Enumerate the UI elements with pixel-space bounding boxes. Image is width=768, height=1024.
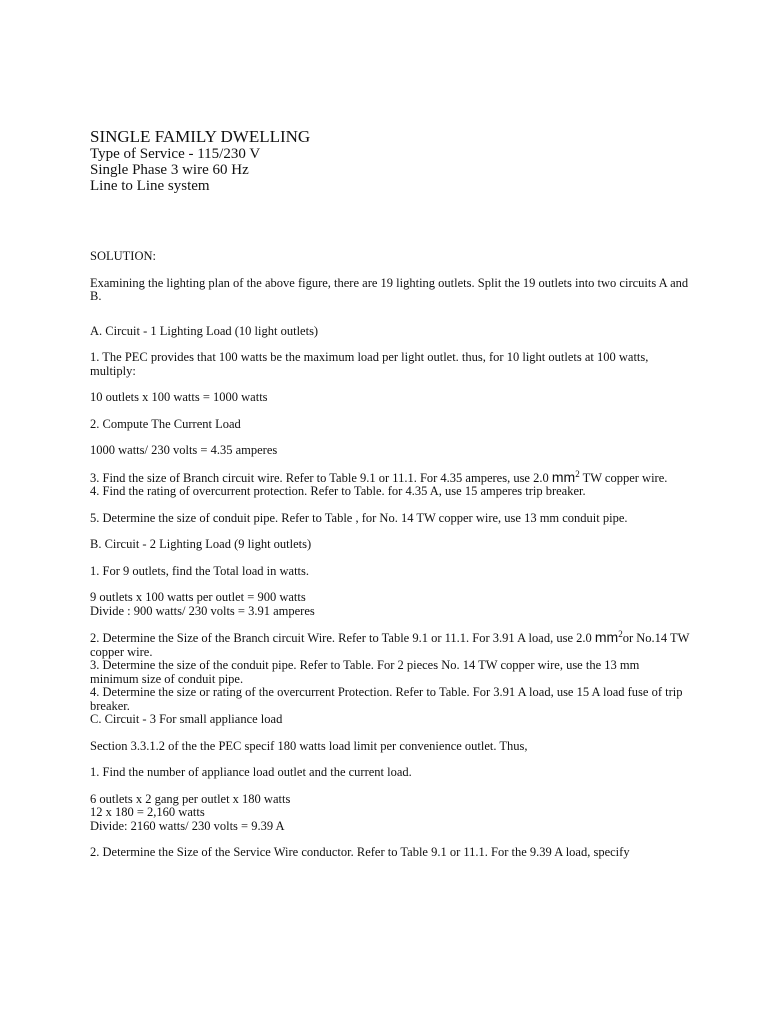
circuit-b-step-4: 4. Determine the size or rating of the overcurrent Protection. Refer to Table. For 3.91 A load, use 15 A load fuse of trip breaker. <box>90 685 683 713</box>
circuit-a-step-3-sup: 2 <box>575 468 580 479</box>
document-title: SINGLE FAMILY DWELLING <box>90 127 311 146</box>
circuit-b-step-2-unit: mm <box>594 629 619 645</box>
document-header <box>90 127 710 194</box>
circuit-a-calc-1: 10 outlets x 100 watts = 1000 watts <box>90 390 268 404</box>
circuit-a-step-3-unit: mm <box>551 468 576 485</box>
circuit-a-calc-2: 1000 watts/ 230 volts = 4.35 amperes <box>90 443 278 457</box>
circuit-c-calc-1: 6 outlets x 2 gang per outlet x 180 watts <box>90 791 291 806</box>
system-type: Line to Line system <box>90 178 210 194</box>
circuit-a-step-4: 4. Find the rating of overcurrent protection. Refer to Table. for 4.35 A, use 15 amperes trip breaker. <box>90 484 586 498</box>
circuit-b-step-2 <box>90 628 690 659</box>
circuit-b-step-1: 1. For 9 outlets, find the Total load in watts. <box>90 563 310 578</box>
circuit-a-step-1: 1. The PEC provides that 100 watts be the maximum load per light outlet. thus, for 10 light outlets at 100 watts, multiply: <box>90 350 649 378</box>
circuit-c-title: C. Circuit - 3 For small appliance load <box>90 712 283 726</box>
circuit-a-title: A. Circuit - 1 Lighting Load (10 light outlets) <box>90 323 319 338</box>
circuit-a-step-3-text: 3. Find the size of Branch circuit wire. Refer to Table 9.1 or 11.1. For 4.35 amperes, use 2.0 <box>90 470 552 485</box>
solution-heading: SOLUTION: <box>90 249 156 263</box>
circuit-a-step-5: 5. Determine the size of conduit pipe. Refer to Table , for No. 14 TW copper wire, use 13 mm conduit pipe. <box>90 510 628 525</box>
circuit-c-intro: Section 3.3.1.2 of the the PEC specif 180 watts load limit per convenience outlet. Thus, <box>90 738 528 753</box>
circuit-a-step-3-end: TW copper wire. <box>579 470 668 485</box>
circuit-a-step-3 <box>90 468 690 486</box>
circuit-b-calc-2: Divide : 900 watts/ 230 volts = 3.91 amperes <box>90 603 315 618</box>
circuit-c-calc-2: 12 x 180 = 2,160 watts <box>90 805 205 819</box>
circuit-c-step-2: 2. Determine the Size of the Service Wire conductor. Refer to Table 9.1 or 11.1. For the 9.39 A load, specify <box>90 845 630 859</box>
circuit-c-step-1: 1. Find the number of appliance load outlet and the current load. <box>90 765 412 779</box>
circuit-b-title: B. Circuit - 2 Lighting Load (9 light outlets) <box>90 537 312 551</box>
circuit-b-step-3: 3. Determine the size of the conduit pipe. Refer to Table. For 2 pieces No. 14 TW copper wire, use the 13 mm minimum size of conduit pipe. <box>90 658 640 686</box>
solution-body <box>90 250 690 860</box>
circuit-b-step-2-sup: 2 <box>618 628 623 639</box>
phase-info: Single Phase 3 wire 60 Hz <box>90 162 249 178</box>
circuit-b-step-2-end: or No.14 TW copper wire. <box>90 631 690 659</box>
intro-paragraph: Examining the lighting plan of the above figure, there are 19 lighting outlets. Split the 19 outlets into two circuits A and B. <box>90 275 689 303</box>
circuit-a-step-2: 2. Compute The Current Load <box>90 416 241 431</box>
service-type: Type of Service - 115/230 V <box>90 146 261 162</box>
circuit-b-calc-1: 9 outlets x 100 watts per outlet = 900 watts <box>90 590 306 604</box>
circuit-c-calc-3: Divide: 2160 watts/ 230 volts = 9.39 A <box>90 818 285 833</box>
circuit-b-step-2-text: 2. Determine the Size of the Branch circuit Wire. Refer to Table 9.1 or 11.1. For 3.91 A load, use 2.0 <box>90 631 595 645</box>
